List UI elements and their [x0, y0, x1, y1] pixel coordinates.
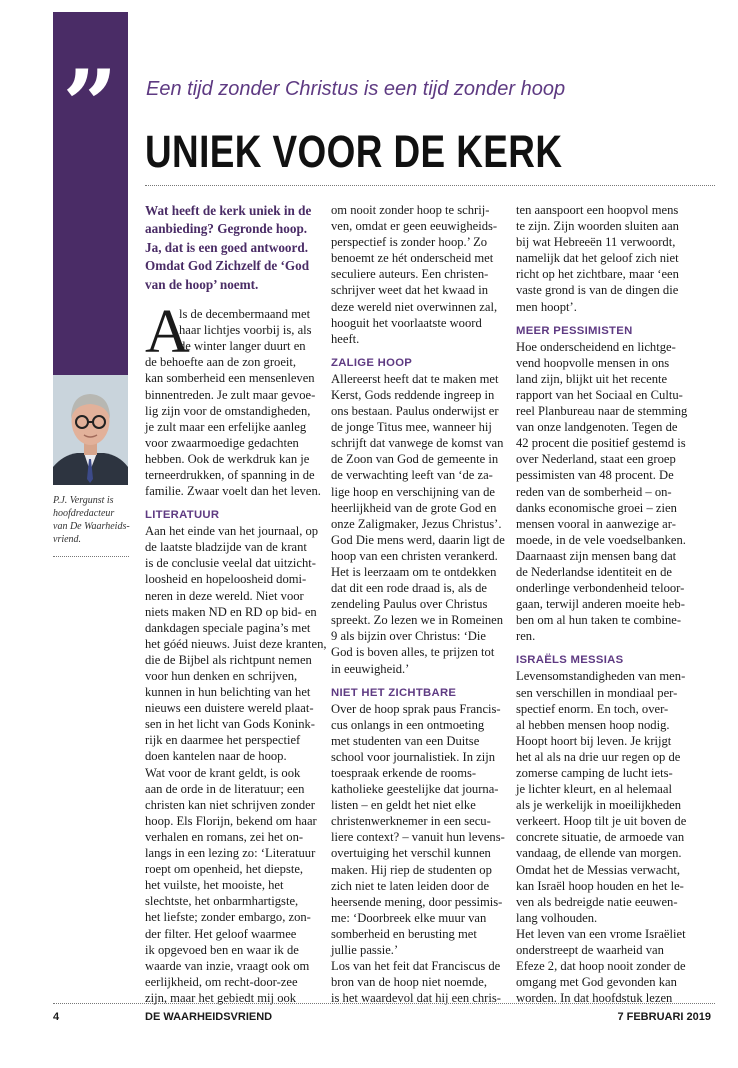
quote-mark-icon: ”	[62, 49, 118, 162]
title-divider	[145, 185, 715, 186]
column-3	[516, 202, 688, 1006]
column-2	[331, 202, 503, 1006]
article-subtitle: Een tijd zonder Christus is een tijd zonder hoop	[146, 78, 566, 100]
body-text: Hoe onderscheidend en lichtge- vend hoopvolle mensen in ons land zijn, blijkt uit het recente rapport van het Sociaal en Cultu- reel Planbureau naar de stemming van onze landgenoten. Tegen de 42 procent die positief gestemd is over Nederland, staat een groep pessimisten van 48 procent. De reden van de somberheid – on- danks economische groei – zien mensen vooral in aanwezige ar- moede, in de vele voedselbanken. Daarnaast zijn mensen bang dat de Nederlandse identiteit en de onderlinge verbondenheid teloor- gaan, terwijl anderen moeite heb- ben om al hun taken te combine- ren.	[516, 339, 688, 644]
drop-cap: A	[145, 298, 190, 367]
footer-divider	[53, 1003, 715, 1004]
caption-divider	[53, 556, 129, 557]
section-heading-literatuur: LITERATUUR	[145, 509, 220, 522]
body-text: om nooit zonder hoop te schrij- ven, omdat er geen eeuwigheids- perspectief is zonder hoop.’ Zo benoemt ze hét onderscheid met seculiere auteurs. Een christen- schrijver weet dat het kwaad in deze wereld niet overwinnen zal, hooguit het voorlaatste woord heeft.	[331, 203, 498, 346]
body-text: ten aanspoort een hoopvol mens te zijn. Zijn woorden sluiten aan bij wat Hebreeën 11 verwoordt, namelijk dat het geloof zich niet richt op het zichtbare, maar ‘een vaste grond is van de dingen die men hoopt’.	[516, 203, 679, 314]
body-text: Levensomstandigheden van men- sen verschillen in mondiaal per- spectief enorm. En toch, over- al hebben mensen hoop nodig. Hoopt hoort bij leven. Je krijgt het al als na drie uur regen op de zomerse camping de lucht iets- je lichter kleurt, en al helemaal als je werkelijk in moeilijkheden verkeert. Hoop tilt je uit boven de concrete situatie, de armoede van vandaag, de ellende van morgen. Omdat het de Messias verwacht, kan Israël hoop houden en het le- ven als bedreigde natie eeuwen- lang volhouden. Het leven van een vrome Israëliet onderstreept de waarheid van Efeze 2, dat hoop nooit zonder de omgang met God gevonden kan worden. In dat hoofdstuk lezen	[516, 669, 687, 1006]
article-title: UNIEK VOOR DE KERK	[145, 126, 563, 177]
author-caption: P.J. Vergunst is hoofdredacteur van De Waarheids- vriend.	[53, 495, 130, 545]
section-heading-israels-messias: ISRAËLS MESSIAS	[516, 654, 624, 667]
author-photo	[53, 375, 128, 485]
column-1	[145, 202, 327, 1006]
section-heading-zalige-hoop: ZALIGE HOOP	[331, 356, 413, 369]
author-portrait-icon	[53, 375, 128, 485]
page-number: 4	[53, 1011, 60, 1023]
section-heading-niet-het-zichtbare: NIET HET ZICHTBARE	[331, 686, 457, 699]
issue-date: 7 FEBRUARI 2019	[617, 1011, 711, 1023]
lead-paragraph: Wat heeft de kerk uniek in de aanbieding? Gegronde hoop. Ja, dat is een goed antwoord. Omdat God Zichzelf de ‘God van de hoop’ noemt.	[145, 203, 312, 292]
magazine-name: DE WAARHEIDSVRIEND	[145, 1011, 273, 1023]
section-heading-meer-pessimisten: MEER PESSIMISTEN	[516, 324, 633, 337]
body-text: Over de hoop sprak paus Francis- cus onlangs in een ontmoeting met studenten van een Duitse school voor journalistiek. In zijn toespraak erkende de rooms- katholieke geestelijke dat journa- listen – en geldt het niet elke christenwerknemer in een secu- liere context? – vanuit hun levens- overtuiging het verschil kunnen maken. Hij riep de studenten op zich niet te laten leiden door de heersende mening, door pessimis- me: ‘Doorbreek elke muur van somberheid en berusting met jullie passie.’ Los van het feit dat Franciscus de bron van de hoop niet noemde, is het waardevol dat hij een chris-	[331, 701, 505, 1006]
body-text: Aan het einde van het journaal, op de laatste bladzijde van de krant is de conclusie veelal dat uitzicht- loosheid en hopeloosheid domi- neren in deze wereld. Niet voor niets maken ND en RD op bid- en dankdagen speciale pagina’s met het góéd nieuws. Juist deze kranten, die de Bijbel als richtpunt nemen voor hun denken en schrijven, kunnen in hun belichting van het nieuws een duistere wereld plaat- sen in het licht van Gods Konink- rijk en daarmee het perspectief doen kantelen naar de hoop. Wat voor de krant geldt, is ook aan de orde in de literatuur; een christen kan niet schrijven zonder hoop. Els Florijn, bekend om haar verhalen en romans, zei het on- langs in een lezing zo: ‘Literatuur roept om openheid, het diepste, het vuilste, het mooiste, het slechtste, het onbarmhartigste, het liefste; zonder embargo, zon- der filter. Het geloof waarmee ik opgevoed ben en waar ik de waarde van inzie, vraagt ook om eerlijkheid, om recht-door-zee zijn, maar het gebiedt mij ook	[145, 524, 327, 1005]
intro-paragraph: A ls de decembermaand met haar lichtjes voorbij is, als de winter langer duurt en de behoefte aan de zon groeit, kan somberheid een mensenleven binnentreden. Je zult maar gevoe- lig zijn voor de omstandigheden, je zult maar een erfelijke aanleg voor zwaarmoedige gedachten hebben. Ook de werkdruk kan je terneerdrukken, of spanning in de familie. Zwaar voelt dan het leven.	[145, 298, 321, 499]
body-text: Allereerst heeft dat te maken met Kerst, Gods reddende ingreep in ons bestaan. Paulus onderwijst er de jonge Titus mee, wanneer hij schrijft dat vanwege de komst van de Zoon van God de gemeente in de verwachting leeft van ‘de za- lige hoop en verschijning van de heerlijkheid van de grote God en onze Zaligmaker, Jezus Christus’. God Die mens werd, daarin ligt de hoop van een christen verankerd. Het is leerzaam om te ontdekken dat dit een rode draad is, als de zendeling Paulus over Christus spreekt. Zo lezen we in Romeinen 9 als bijzin over Christus: ‘Die God is boven alles, te prijzen tot in eeuwigheid.’	[331, 371, 505, 676]
